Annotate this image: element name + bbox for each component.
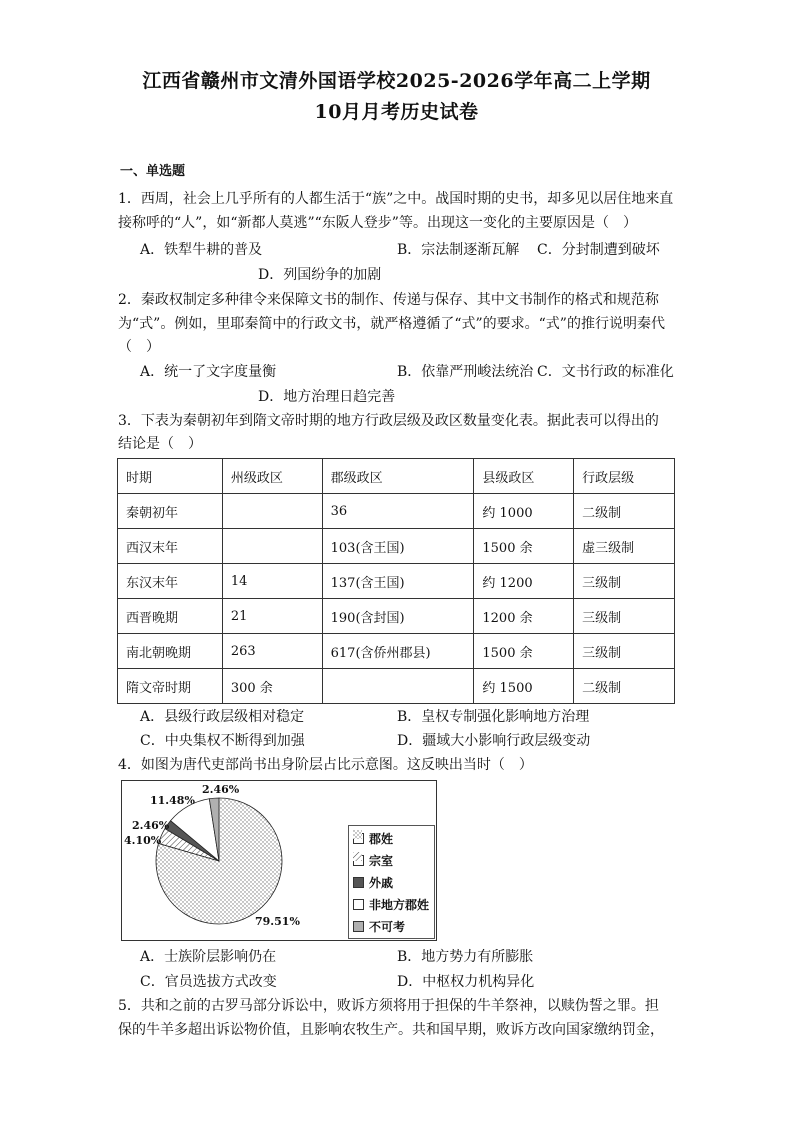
table-cell: 137(含王国) xyxy=(322,564,474,599)
table-cell: 约 1000 xyxy=(474,494,574,529)
legend-item-consort xyxy=(353,874,393,891)
q2-option-d: D．地方治理日趋完善 xyxy=(258,389,396,405)
table-cell: 二级制 xyxy=(574,669,675,704)
table-cell: 1200 余 xyxy=(474,599,574,634)
table-cell: 二级制 xyxy=(574,494,675,529)
table-cell: 西晋晚期 xyxy=(118,599,223,634)
pie-chart-figure xyxy=(121,780,437,941)
table-header-row xyxy=(118,459,675,494)
table-row xyxy=(118,529,675,564)
q1-option-a: A．铁犁牛耕的普及 xyxy=(140,242,263,258)
table-cell: 东汉末年 xyxy=(118,564,223,599)
table-cell: 西汉末年 xyxy=(118,529,223,564)
table-cell: 约 1500 xyxy=(474,669,574,704)
pie-label-commandery: 79.51% xyxy=(255,915,300,928)
table-header-cell: 县级政区 xyxy=(474,459,574,494)
table-cell: 三级制 xyxy=(574,634,675,669)
table-header-cell: 州级政区 xyxy=(222,459,322,494)
q5-stem-line2: 保的牛羊多超出诉讼物价值，且影响农牧生产。共和国早期，败诉方改向国家缴纳罚金， xyxy=(118,1022,664,1038)
exam-title-line2: 10月月考历史试卷 xyxy=(314,101,479,123)
q1-option-d: D．列国纷争的加剧 xyxy=(258,267,382,283)
table-header-cell: 郡级政区 xyxy=(322,459,474,494)
table-row xyxy=(118,669,675,704)
exam-title-line1: 江西省赣州市文清外国语学校2025-2026学年高二上学期 xyxy=(142,70,651,92)
q4-stem-line1: 4．如图为唐代吏部尚书出身阶层占比示意图。这反映出当时（ ） xyxy=(118,757,533,773)
q1-option-c: C．分封制遭到破坏 xyxy=(537,242,660,258)
q4-option-b: B．地方势力有所膨胀 xyxy=(397,949,534,965)
table-row xyxy=(118,564,675,599)
table-cell: 南北朝晚期 xyxy=(118,634,223,669)
legend-swatch-dark xyxy=(353,877,364,888)
table-row xyxy=(118,634,675,669)
pie-label-unknown: 2.46% xyxy=(202,783,240,796)
legend-swatch-gray xyxy=(353,921,364,932)
legend-item-commandery xyxy=(353,830,393,847)
q4-option-d: D．中枢权力机构异化 xyxy=(397,974,535,990)
q2-option-a: A．统一了文字度量衡 xyxy=(140,364,277,380)
table-cell: 三级制 xyxy=(574,599,675,634)
section-heading: 一、单选题 xyxy=(120,164,186,179)
legend-label: 郡姓 xyxy=(369,832,394,846)
pie-legend xyxy=(348,825,435,939)
table-header-cell: 时期 xyxy=(118,459,223,494)
table-cell: 秦朝初年 xyxy=(118,494,223,529)
table-cell: 190(含封国) xyxy=(322,599,474,634)
q3-option-b: B．皇权专制强化影响地方治理 xyxy=(397,709,590,725)
pie-label-non-local: 11.48% xyxy=(150,794,195,807)
table-cell xyxy=(222,494,322,529)
legend-swatch-hatch xyxy=(353,855,364,866)
table-cell: 617(含侨州郡县) xyxy=(322,634,474,669)
legend-label: 宗室 xyxy=(369,854,394,868)
pie-label-royal: 4.10% xyxy=(124,834,162,847)
legend-swatch-dots xyxy=(353,833,364,844)
legend-swatch-white xyxy=(353,899,364,910)
table-row xyxy=(118,494,675,529)
table-cell: 1500 余 xyxy=(474,529,574,564)
table-cell xyxy=(222,529,322,564)
q3-option-d: D．疆域大小影响行政层级变动 xyxy=(397,733,591,749)
table-row xyxy=(118,599,675,634)
q2-stem-line1: 2．秦政权制定多种律令来保障文书的制作、传递与保存、其中文书制作的格式和规范称 xyxy=(118,292,659,308)
q1-stem-line2: 接称呼的“人”，如“新都人莫逃”“东阪人登步”等。出现这一变化的主要原因是（ ） xyxy=(118,215,637,231)
pie-label-consort: 2.46% xyxy=(132,819,170,832)
table-cell: 1500 余 xyxy=(474,634,574,669)
admin-levels-table xyxy=(117,458,675,704)
table-cell: 300 余 xyxy=(222,669,322,704)
table-cell: 103(含王国) xyxy=(322,529,474,564)
q5-stem-line1: 5．共和之前的古罗马部分诉讼中，败诉方须将用于担保的牛羊祭神，以赎伪誓之罪。担 xyxy=(118,998,659,1014)
legend-label: 不可考 xyxy=(369,920,406,934)
q3-stem-line1: 3．下表为秦朝初年到隋文帝时期的地方行政层级及政区数量变化表。据此表可以得出的 xyxy=(118,413,659,429)
q2-option-c: C．文书行政的标准化 xyxy=(537,364,674,380)
table-cell: 14 xyxy=(222,564,322,599)
q2-stem-line3: （ ） xyxy=(118,339,160,355)
table-cell: 三级制 xyxy=(574,564,675,599)
table-cell: 隋文帝时期 xyxy=(118,669,223,704)
q1-stem-line1: 1．西周，社会上几乎所有的人都生活于“族”之中。战国时期的史书，却多见以居住地来直 xyxy=(118,191,674,207)
legend-item-non-local xyxy=(353,896,429,913)
q1-option-b: B．宗法制逐渐瓦解 xyxy=(397,242,520,258)
q4-option-c: C．官员选拔方式改变 xyxy=(140,974,277,990)
table-cell: 约 1200 xyxy=(474,564,574,599)
table-header-cell: 行政层级 xyxy=(574,459,675,494)
legend-label: 外戚 xyxy=(369,876,394,890)
q2-stem-line2: 为“式”。例如，里耶秦简中的行政文书，就严格遵循了“式”的要求。“式”的推行说明秦代 xyxy=(118,316,665,332)
q4-option-a: A．士族阶层影响仍在 xyxy=(140,949,277,965)
table-cell xyxy=(322,669,474,704)
legend-label: 非地方郡姓 xyxy=(369,898,430,912)
legend-item-royal xyxy=(353,852,393,869)
table-cell: 36 xyxy=(322,494,474,529)
legend-item-unknown xyxy=(353,918,405,935)
q3-option-c: C．中央集权不断得到加强 xyxy=(140,733,305,749)
q3-option-a: A．县级行政层级相对稳定 xyxy=(140,709,305,725)
table-cell: 虚三级制 xyxy=(574,529,675,564)
q2-option-b: B．依靠严刑峻法统治 xyxy=(397,364,534,380)
table-cell: 21 xyxy=(222,599,322,634)
q3-stem-line2: 结论是（ ） xyxy=(118,436,202,452)
table-cell: 263 xyxy=(222,634,322,669)
